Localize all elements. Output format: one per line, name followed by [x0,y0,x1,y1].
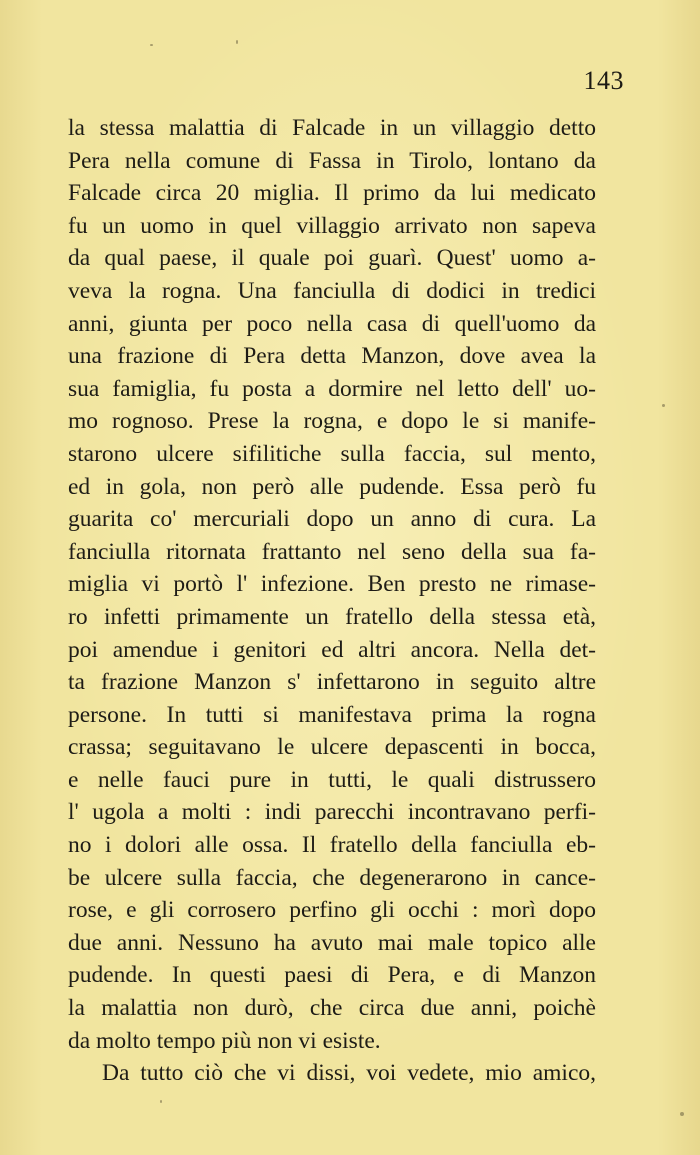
text-line: mo rognoso. Prese la rogna, e dopo le si manife- [68,408,596,435]
text-line: ed in gola, non però alle pudende. Essa però fu [68,473,596,500]
paragraph-end-line: da molto tempo più non vi esiste. [68,1027,381,1054]
text-line: due anni. Nessuno ha avuto mai male topico alle [68,929,596,956]
paper-speck [680,1112,684,1116]
text-line: poi amendue i genitori ed altri ancora. Nella det- [68,636,596,663]
text-line: una frazione di Pera detta Manzon, dove avea la [68,343,596,370]
text-line: Falcade circa 20 miglia. Il primo da lui medicato [68,180,596,207]
text-line: miglia vi portò l' infezione. Ben presto ne rimase- [68,571,596,598]
text-line: ta frazione Manzon s' infettarono in seguito altre [68,669,596,696]
body-text [68,112,596,1090]
text-line: guarita co' mercuriali dopo un anno di cura. La [68,506,596,533]
text-line: starono ulcere sifilitiche sulla faccia, sul mento, [68,440,596,467]
text-line: pudende. In questi paesi di Pera, e di Manzon [68,962,596,989]
text-line: rose, e gli corrosero perfino gli occhi : morì dopo [68,897,596,924]
page-number: 143 [583,66,624,95]
text-line: e nelle fauci pure in tutti, le quali distrussero [68,766,596,793]
paper-speck [662,404,665,407]
text-line: anni, giunta per poco nella casa di quell'uomo da [68,310,596,337]
paper-speck [150,44,153,46]
text-line: sua famiglia, fu posta a dormire nel letto dell' uo- [68,375,596,402]
text-line: da qual paese, il quale poi guarì. Quest' uomo a- [68,245,596,272]
text-line: fanciulla ritornata frattanto nel seno della sua fa- [68,538,596,565]
text-line: crassa; seguitavano le ulcere depascenti in bocca, [68,734,596,761]
text-line: be ulcere sulla faccia, che degenerarono in cance- [68,864,596,891]
text-line: l' ugola a molti : indi parecchi incontravano perfi- [68,799,596,826]
text-line: la malattia non durò, che circa due anni, poichè [68,995,596,1022]
text-line: ro infetti primamente un fratello della stessa età, [68,603,596,630]
paper-speck [236,40,238,44]
text-line: veva la rogna. Una fanciulla di dodici in tredici [68,277,596,304]
text-line: Pera nella comune di Fassa in Tirolo, lontano da [68,147,596,174]
text-line: fu un uomo in quel villaggio arrivato non sapeva [68,212,596,239]
paper-speck [160,1100,162,1103]
text-line: la stessa malattia di Falcade in un villaggio detto [68,115,596,141]
text-line: persone. In tutti si manifestava prima la rogna [68,701,596,728]
paragraph-start-line: Da tutto ciò che vi dissi, voi vedete, mio amico, [102,1060,596,1087]
text-line: no i dolori alle ossa. Il fratello della fanciulla eb- [68,832,596,859]
